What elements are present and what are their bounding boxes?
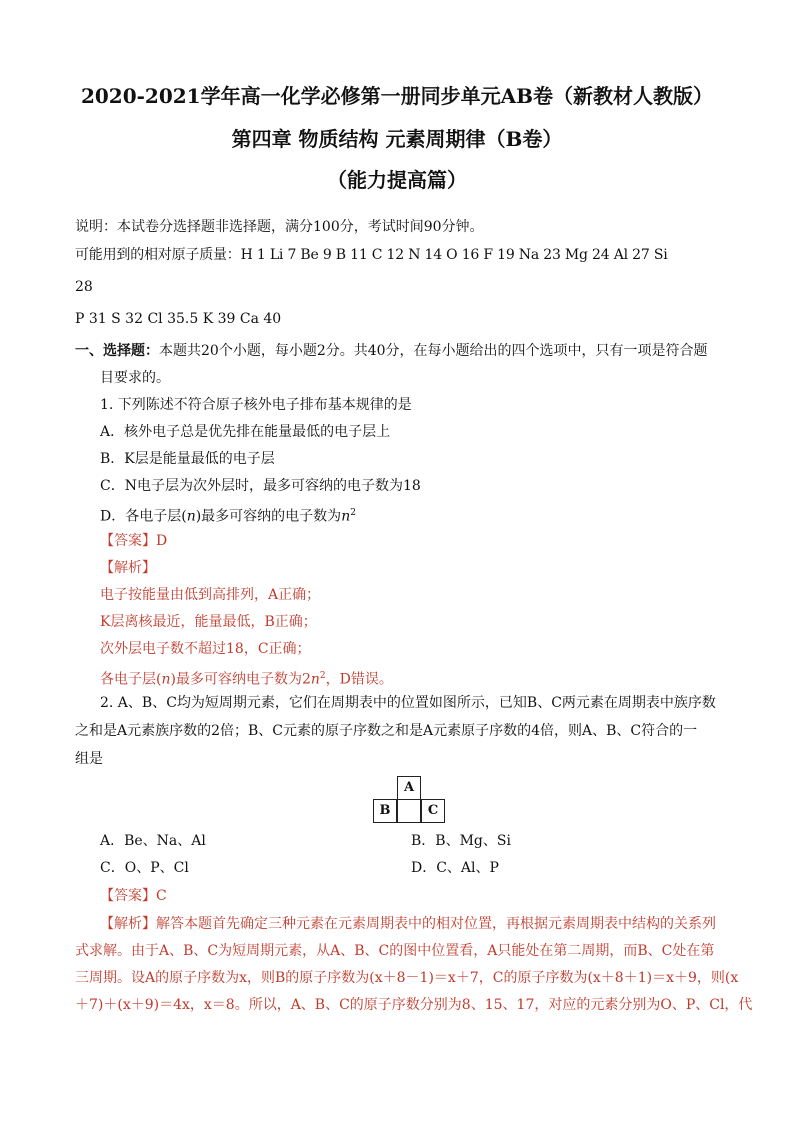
q1-option-c: C．N电子层为次外层时，最多可容纳的电子数为18 [100, 478, 421, 494]
q2-analysis-3: 三周期。设A的原子序数为x，则B的原子序数为(x＋8－1)＝x＋7，C的原子序数为(x＋8＋1)＝x＋9，则(x [75, 970, 739, 986]
q2-option-b: B．B、Mg、Si [411, 833, 511, 849]
q2-analysis-4: ＋7)＋(x＋9)＝4x，x＝8。所以，A、B、C的原子序数分别为8、15、17，对应的元素分别为O、P、Cl，代 [75, 997, 753, 1013]
q1-option-b: B．K层是能量最低的电子层 [100, 451, 275, 467]
q1-option-d: D．各电子层(n)最多可容纳的电子数为$n^2$ [100, 508, 356, 525]
q2-option-c: C．O、P、Cl [100, 860, 189, 876]
q2-stem-3: 组是 [75, 751, 103, 767]
q2-analysis-1: 【解析】解答本题首先确定三种元素在元素周期表中的相对位置，再根据元素周期表中结构的关系列 [100, 916, 716, 932]
section-desc-2: 目要求的。 [100, 370, 170, 386]
q2-option-d: D．C、Al、P [411, 860, 499, 876]
q1-analysis-3: 次外层电子数不超过18，C正确； [100, 641, 311, 657]
section-heading [75, 342, 708, 360]
chapter-title: 第四章 物质结构 元素周期律（B卷） [231, 127, 563, 151]
q1-analysis-1: 电子按能量由低到高排列，A正确； [100, 587, 321, 603]
section-label: 一、选择题： [75, 343, 159, 359]
q1-answer: 【答案】D [100, 533, 168, 549]
q1-stem: 1. 下列陈述不符合原子核外电子排布基本规律的是 [100, 397, 412, 413]
periodic-position-diagram [373, 776, 445, 824]
q2-option-a: A．Be、Na、Al [100, 833, 206, 849]
q1-analysis-label: 【解析】 [100, 560, 156, 576]
q1-analysis-2: K层离核最近，能量最低，B正确； [100, 614, 317, 630]
q2-analysis-2: 式求解。由于A、B、C为短周期元素，从A、B、C的图中位置看，A只能处在第二周期，而B、C处在第 [75, 943, 715, 959]
section-desc: 本题共20个小题，每小题2分。共40分，在每小题给出的四个选项中，只有一项是符合题 [159, 343, 708, 359]
atomic-mass-line-1: 可能用到的相对原子质量：H 1 Li 7 Be 9 B 11 C 12 N 14 O 16 F 19 Na 23 Mg 24 Al 27 Si [75, 247, 668, 263]
cell-empty [397, 799, 421, 823]
q1-analysis-4: 各电子层(n)最多可容纳电子数为$2n^2$，D错误。 [100, 671, 393, 688]
subtitle: （能力提高篇） [327, 168, 467, 192]
cell-c: C [421, 799, 445, 823]
cell-a: A [397, 776, 421, 800]
q2-stem-2: 之和是A元素族序数的2倍；B、C元素的原子序数之和是A元素原子序数的4倍，则A、B、C符合的一 [75, 723, 698, 739]
atomic-mass-line-2: 28 [75, 279, 93, 295]
atomic-mass-line-3: P 31 S 32 Cl 35.5 K 39 Ca 40 [75, 311, 282, 327]
document-title: 2020-2021学年高一化学必修第一册同步单元AB卷（新教材人教版） [80, 84, 714, 108]
cell-b: B [373, 799, 397, 823]
q2-answer: 【答案】C [100, 888, 167, 904]
q2-stem-1: 2. A、B、C均为短周期元素，它们在周期表中的位置如图所示，已知B、C两元素在周期表中族序数 [100, 695, 716, 711]
exam-note: 说明：本试卷分选择题非选择题，满分100分，考试时间90分钟。 [75, 219, 484, 235]
q1-option-a: A．核外电子总是优先排在能量最低的电子层上 [100, 424, 391, 440]
